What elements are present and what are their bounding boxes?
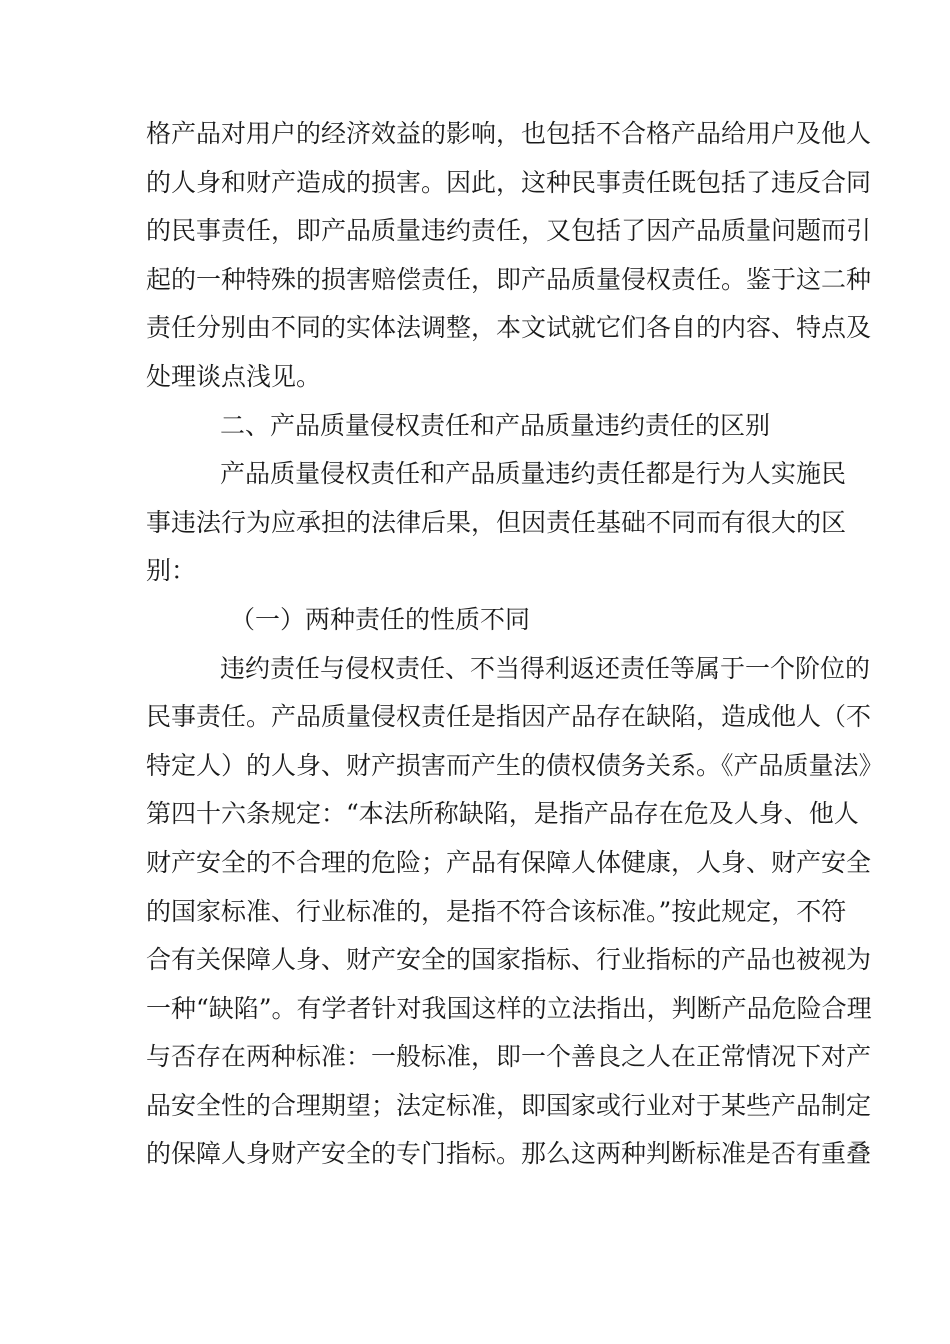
- text-line: 事违法行为应承担的法律后果，但因责任基础不同而有很大的区: [146, 507, 847, 537]
- text-line: 起的一种特殊的损害赔偿责任，即产品质量侵权责任。鉴于这二种: [146, 264, 872, 294]
- text-line: 处理谈点浅见。: [146, 361, 322, 391]
- text-line: 一种“缺陷”。有学者针对我国这样的立法指出，判断产品危险合理: [146, 993, 872, 1023]
- section-heading: [146, 402, 846, 451]
- text-line: 的人身和财产造成的损害。因此，这种民事责任既包括了违反合同: [146, 167, 872, 197]
- text-line: 违约责任与侵权责任、不当得利返还责任等属于一个阶位的: [220, 653, 871, 683]
- heading-text: 二、产品质量侵权责任和产品质量违约责任的区别: [220, 410, 771, 440]
- paragraph-section-intro: [146, 450, 846, 596]
- text-line: 别：: [146, 556, 197, 586]
- text-line: 与否存在两种标准：一般标准，即一个善良之人在正常情况下对产: [146, 1042, 872, 1072]
- heading-text: （一）两种责任的性质不同: [230, 604, 531, 634]
- paragraph-subsection-body: [146, 645, 884, 1180]
- text-line: 的保障人身财产安全的专门指标。那么这两种判断标准是否有重叠: [146, 1139, 872, 1169]
- subsection-heading: [146, 596, 846, 645]
- text-line: 第四十六条规定：“本法所称缺陷，是指产品存在危及人身、他人: [146, 799, 859, 829]
- text-line: 民事责任。产品质量侵权责任是指因产品存在缺陷，造成他人（不: [146, 702, 872, 732]
- text-line: 特定人）的人身、财产损害而产生的债权债务关系。《产品质量法》: [146, 750, 884, 780]
- text-line: 产品质量侵权责任和产品质量违约责任都是行为人实施民: [220, 459, 846, 489]
- text-line: 责任分别由不同的实体法调整，本文试就它们各自的内容、特点及: [146, 313, 872, 343]
- text-line: 品安全性的合理期望；法定标准，即国家或行业对于某些产品制定: [146, 1090, 872, 1120]
- text-line: 财产安全的不合理的危险；产品有保障人体健康，人身、财产安全: [146, 847, 872, 877]
- document-body: [146, 110, 884, 1179]
- text-line: 的民事责任，即产品质量违约责任，又包括了因产品质量问题而引: [146, 216, 872, 246]
- text-line: 格产品对用户的经济效益的影响，也包括不合格产品给用户及他人: [146, 119, 872, 148]
- text-line: 合有关保障人身、财产安全的国家指标、行业指标的产品也被视为: [146, 945, 872, 975]
- text-line: 的国家标准、行业标准的，是指不符合该标准。”按此规定，不符: [146, 896, 847, 926]
- paragraph-intro-continued: [146, 110, 872, 402]
